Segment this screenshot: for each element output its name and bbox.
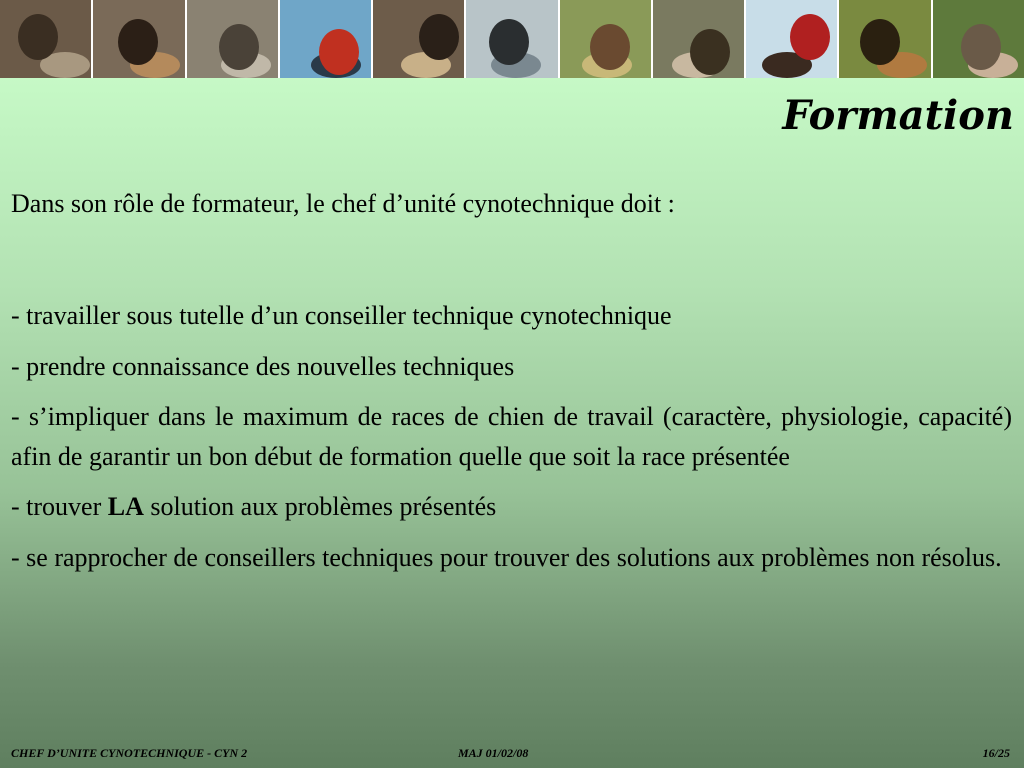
bullet-item — [11, 487, 1012, 527]
bullet-item: - s’impliquer dans le maximum de races de chien de travail (caractère, physiologie, capacité) afin de garantir un bon début de formation quelle que soit la race présentée — [11, 401, 1012, 472]
dog-ladder-photo — [933, 0, 1024, 78]
bullet-text: solution aux problèmes présentés — [143, 492, 497, 522]
photo-banner — [0, 0, 1024, 78]
slide-body — [11, 184, 1012, 588]
bullet-item: - travailler sous tutelle d’un conseiller technique cynotechnique — [11, 301, 672, 331]
intro-text: Dans son rôle de formateur, le chef d’unité cynotechnique doit : — [11, 189, 675, 218]
dog-handler-photo — [653, 0, 744, 78]
footer-date: MAJ 01/02/08 — [458, 746, 529, 760]
slide-footer — [11, 746, 1010, 761]
zipline-rescue-photo — [280, 0, 371, 78]
snow-rescue-photo — [746, 0, 837, 78]
shepherd-in-field-photo — [839, 0, 930, 78]
dog-rubble-photo — [0, 0, 91, 78]
slide-title: Formation — [782, 92, 1014, 139]
page-number: 16/25 — [982, 746, 1010, 760]
dog-field-photo — [560, 0, 651, 78]
footer-course: CHEF D’UNITE CYNOTECHNIQUE - CYN 2 — [11, 746, 248, 760]
german-shepherd-puppy-photo — [93, 0, 184, 78]
rescue-debris-photo — [187, 0, 278, 78]
emphasis-text: LA — [107, 492, 144, 522]
dog-climbing-photo — [373, 0, 464, 78]
helicopter-photo — [466, 0, 557, 78]
bullet-item: - se rapprocher de conseillers techniques pour trouver des solutions aux problèmes non résolus. — [11, 542, 1002, 572]
bullet-item: - prendre connaissance des nouvelles techniques — [11, 351, 515, 381]
bullet-text: - trouver — [11, 492, 108, 522]
